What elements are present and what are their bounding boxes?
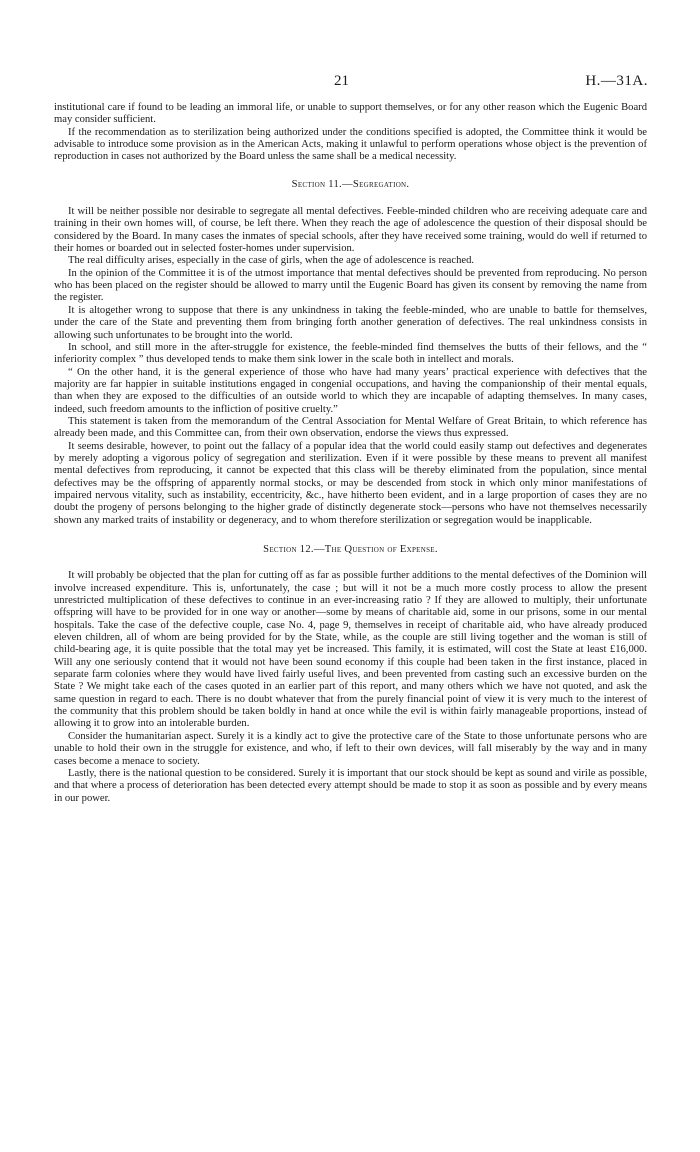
paragraph: Consider the humanitarian aspect. Surely it is a kindly act to give the protective care of the State to those unfortunate persons who are unable to hold their own in the struggle for existence, and who, if left to their own devices, will fall miserably by the way and in many cases become a menace to society. (54, 730, 647, 767)
paragraph: institutional care if found to be leading an immoral life, or unable to support themselves, or for any other reason which the Eugenic Board may consider sufficient. (54, 102, 647, 126)
paragraph: The real difficulty arises, especially in the case of girls, when the age of adolescence is reached. (68, 255, 475, 267)
section-11-heading (54, 179, 647, 191)
quoted-paragraph: “ On the other hand, it is the general experience of those who have had many years’ practical experience with defectives that the majority are far happier in suitable institutions engaged in congenial occupations, and having the companionship of their mental equals, than when they are exposed to the difficulties of an outside world to which they are incapable of adapting themselves. In many cases, indeed, such freedom amounts to the infliction of positive cruelty.” (54, 366, 647, 415)
page-header (0, 73, 700, 93)
document-reference: H.—31A. (585, 73, 648, 89)
page-number: 21 (334, 73, 349, 89)
section-heading-text: Section 12.—The Question of Expense. (263, 544, 438, 555)
paragraph: It is altogether wrong to suppose that there is any unkindness in taking the feeble-minded, who are unable to battle for themselves, under the care of the State and preventing them from bringing forth another generation of defectives. The real unkindness consists in allowing such unfortunates to be brought into the world. (54, 304, 647, 341)
paragraph: Lastly, there is the national question to be considered. Surely it is important that our stock should be kept as sound and virile as possible, and that where a process of deterioration has been detected every attempt should be made to stop it as soon as possible and by every means in our power. (54, 767, 647, 804)
section-12-heading (54, 544, 647, 556)
paragraph: It will be neither possible nor desirable to segregate all mental defectives. Feeble-minded children who are receiving adequate care and training in their own homes will, of course, be left there. When they reach the age of adolescence the question of their disposal should be considered by the Board. In many cases the inmates of special schools, after they have received some training, would do well if returned to their homes or boarded out in selected foster-homes under supervision. (54, 206, 647, 255)
paragraph: In the opinion of the Committee it is of the utmost importance that mental defectives should be prevented from reproducing. No person who has been placed on the register should be allowed to marry until the Eugenic Board has given its consent by removing the name from the register. (54, 267, 647, 304)
paragraph: In school, and still more in the after-struggle for existence, the feeble-minded find themselves the butts of their fellows, and the “ inferiority complex ” thus developed tends to make them sink lower in the scale both in intellect and morals. (54, 341, 647, 366)
page-body (54, 102, 647, 805)
paragraph: It will probably be objected that the plan for cutting off as far as possible further additions to the mental defectives of the Dominion will involve increased expenditure. This is, unfortunately, the case ; but will it not be a much more costly process to allow the present unrestricted multiplication of these defectives to continue in an ever-increasing ratio ? If they are allowed to multiply, their unfortunate offspring will have to be provided for in one way or another—some by means of charitable aid, some in our prisons, some in our mental hospitals. Take the case of the defective couple, case No. 4, page 9, themselves in receipt of charitable aid, who have already produced eleven children, all of whom are being provided for by the State, while, as the couple are still living together and the woman is still of child-bearing age, it is quite possible that the total may yet be increased. This family, it is estimated, will cost the State at least £16,000. Will any one seriously contend that it would not have been sound economy if this couple had been taken in the first instance, placed in separate farm colonies where they would have lived fairly useful lives, and been prevented from casting such an excessive burden on the State ? We might take each of the cases quoted in an earlier part of this report, and many others which we have not quoted, and ask the same question in regard to each. There is no doubt whatever that from the purely financial point of view it is very much to the interest of the community that this problem should be taken boldly in hand at once while the evil is within fairly manageable proportions, instead of allowing it to grow into an intolerable burden. (54, 570, 647, 730)
paragraph: It seems desirable, however, to point out the fallacy of a popular idea that the world could easily stamp out defectives and degenerates by merely adopting a vigorous policy of segregation and sterilization. Even if it were possible by these means to prevent all manifest mental defectives from reproducing, it cannot be expected that this class will be thereby eliminated from the population, since mental defectives may be the offspring of apparently normal stocks, or may be descended from stock in which only minor manifestations of impaired nervous vitality, such as instability, eccentricity, &c., have hitherto been evident, and in a large proportion of cases they are no doubt the progeny of persons belonging to the higher grade of distinctly degenerate stock—persons who have not themselves necessarily shown any marked traits of instability or degeneracy, and to whom therefore sterilization or segregation would be inapplicable. (54, 440, 647, 526)
paragraph: If the recommendation as to sterilization being authorized under the conditions specified is adopted, the Committee think it would be advisable to introduce some provision as in the American Acts, making it unlawful to perform operations whose object is the prevention of reproduction in cases not authorized by the Board unless the same shall be a medical necessity. (54, 126, 647, 163)
paragraph: This statement is taken from the memorandum of the Central Association for Mental Welfare of Great Britain, to which reference has already been made, and this Committee can, from their own observation, endorse the views thus expressed. (54, 415, 647, 440)
section-heading-text: Section 11.—Segregation. (291, 178, 410, 190)
